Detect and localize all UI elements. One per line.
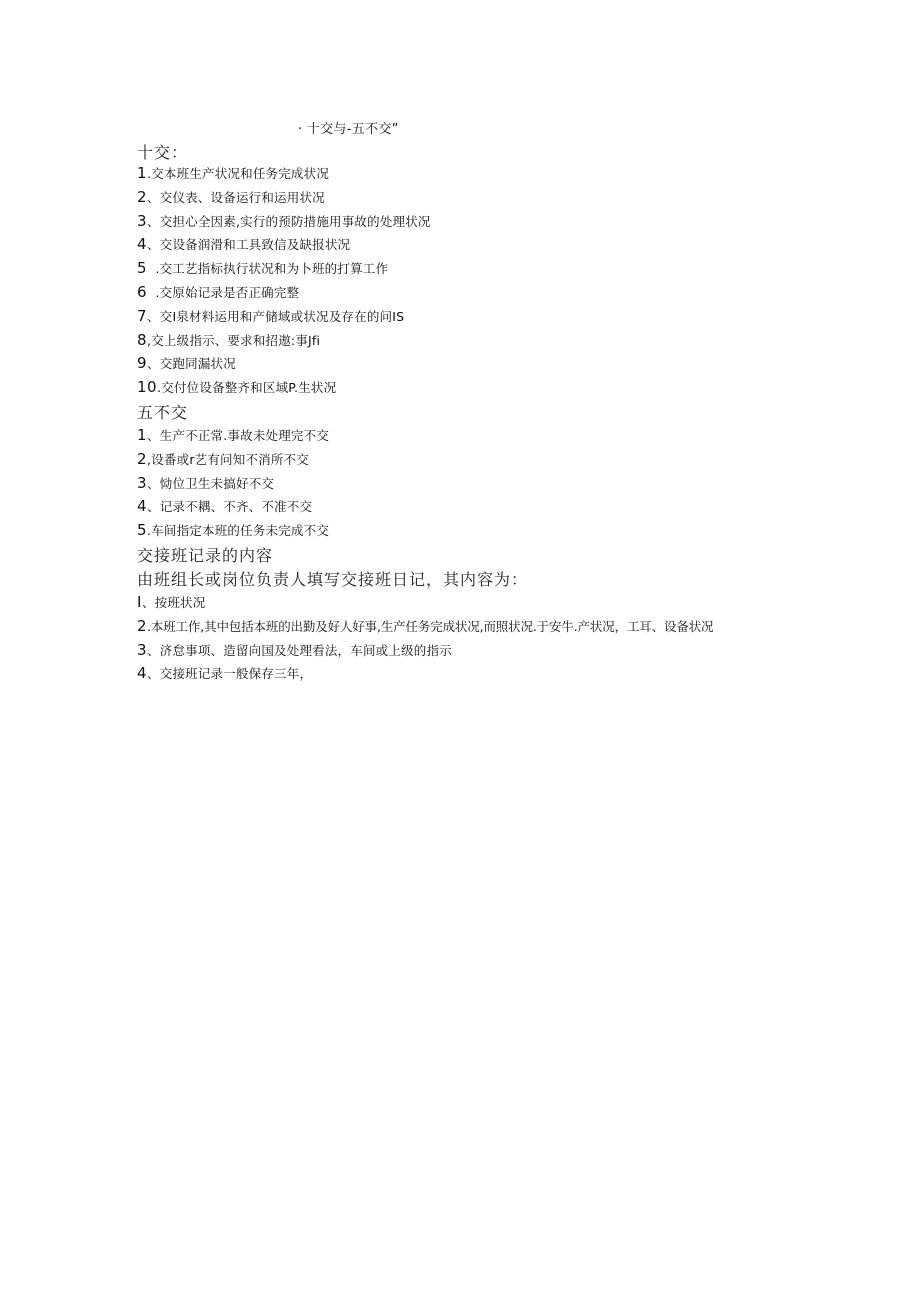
list-item: 7、交I泉材料运用和产储域或状况及存在的问IS: [137, 306, 405, 325]
record-items-list: [137, 591, 713, 686]
record-intro: 由班组长或岗位负责人填写交接班日记，其内容为：: [137, 570, 529, 589]
section-heading-ten: 十交：: [137, 143, 189, 162]
list-item: 1.交本班生产状况和任务完成状况: [137, 164, 330, 182]
list-item: I、按班状况: [137, 593, 206, 611]
document-title: · 十交与-五不交”: [298, 122, 399, 137]
list-item: 8,交上级指示、要求和招遨:事Jfi: [137, 330, 321, 349]
list-item: 1、生产不正常.事故未处理完不交: [137, 426, 330, 444]
list-item: 3、交担心全因素,实行的预防措施用事故的处理状况: [137, 211, 431, 230]
list-item: 6 .交原始记录是否正确完整: [137, 282, 300, 301]
list-item: 2.本班工作,其中包括本班的出勤及好人好事,生产任务完成状况,而照状况.于安牛.产状况，工耳、设备状况: [137, 616, 714, 635]
ten-items-list: [137, 162, 431, 400]
five-items-list: [137, 424, 329, 543]
list-item: 4、记录不耦、不齐、不准不交: [137, 497, 313, 516]
list-item: 2,设番或r艺有问知不消所不交: [137, 449, 309, 468]
list-item: 10.交付位设备整齐和区域P.生状况: [137, 378, 337, 397]
list-item: 3、恸位卫生未搞好不交: [137, 473, 275, 492]
list-item: 4、交设备润滑和工具致信及缺报状况: [137, 235, 351, 254]
section-heading-record: 交接班记录的内容: [137, 546, 274, 565]
list-item: 5 .交工艺指标执行状况和为卜班的打算工作: [137, 259, 389, 278]
list-item: 9、交跑同漏状况: [137, 354, 236, 373]
list-item: 3、济怠事项、造留向国及处理看法，车间或上级的指示: [137, 640, 452, 659]
section-heading-five: 五不交: [137, 403, 189, 422]
list-item: 5.车间指定本班的任务未完成不交: [137, 521, 330, 540]
list-item: 2、交仪表、设备运行和运用状况: [137, 187, 325, 206]
list-item: 4、交接班记录一般保存三年，: [137, 664, 313, 683]
